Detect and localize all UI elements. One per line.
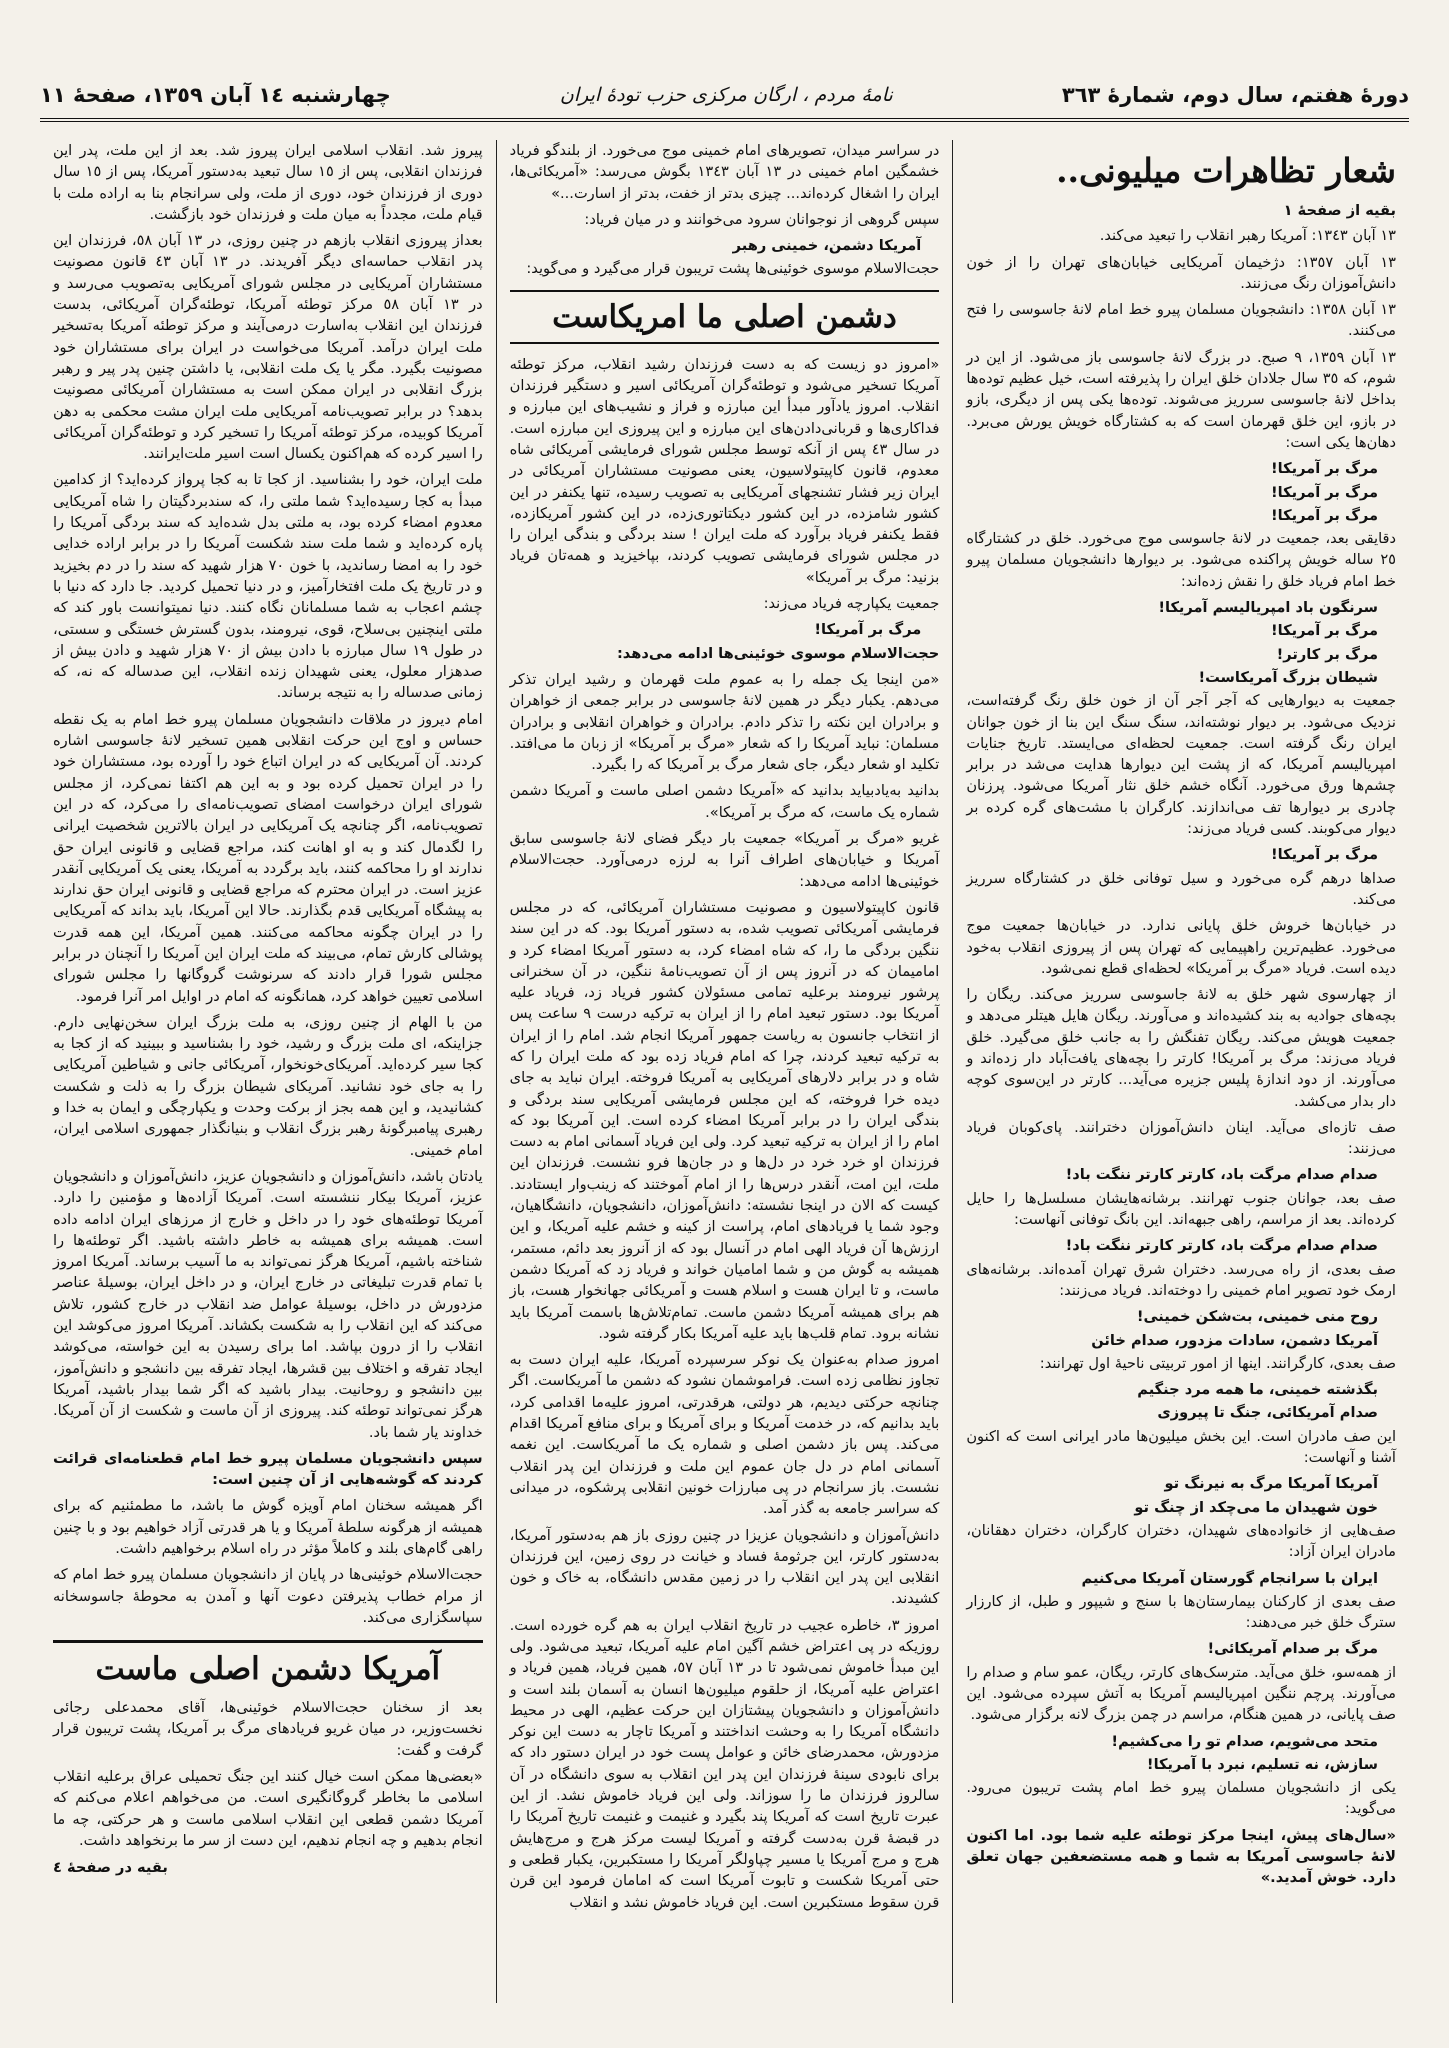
paragraph: حجت‌الاسلام موسوی خوئینی‌ها پشت تریبون قرار می‌گیرد و می‌گوید: [526,260,940,278]
paragraph: دانش‌آموزان و دانشجویان عزیزا در چنین روزی باز هم به‌دستور آمریکا، به‌دستور کارتر، این جرثومهٔ فساد و خیانت در روی زمین، این فرزندان انقلابی این پدر این انقلاب را در زمین مقدس دانشگاه، به خاک و خون کشیدند. [509,1526,940,1608]
paragraph: از همه‌سو، خلق می‌آید. مترسک‌های کارتر، ریگان، عمو سام و صدام را می‌آورند. پرچم ننگین امپریالیسم آمریکا به آتش سپرده می‌شود. این صف پایانی، در همین هنگام، مراسم در چمن بزرگ لانه برگزار می‌شود. [966,1663,1396,1724]
article-columns [40,140,1409,2003]
paragraph: «من اینجا یک جمله را به عموم ملت قهرمان و رشید ایران تذکر می‌دهم. یکبار دیگر در همین لانهٔ جاسوسی در برابر جمعی از خواهران و برادران این نکته را تذکر دادم. برادران و خواهران انقلابی و برادران مسلمان: نباید آمریکا را که شعار «مرگ بر آمریکا» از زبان ما می‌افتد. تکلید او شعار دیگر، جای شعار مرگ بر آمریکا که را بگیرد. [509,670,940,774]
paragraph: از چهارسوی شهر خلق به لانهٔ جاسوسی سرریز می‌کند. ریگان را بچه‌های جوادیه به بند کشیده‌اند و می‌آورند. ریگان هایل هیتلر می‌دهد و جمعیت هویش می‌کند. ریگان تفنگش را به جانب خلق می‌گیرد. خلق فریاد می‌زند: مرگ بر آمریکا! کارتر را بچه‌های یافت‌آباد دار زده‌اند و می‌آورند. از دود اندازهٔ پلیس جزیره می‌آید... کارتر در این‌سوی کوچه دار بدار می‌کشد. [966,986,1396,1110]
slogan: ایران با سرانجام گورستان آمریکا می‌کنیم [1081,1569,1378,1587]
slogan: مرگ بر آمریکا! [1271,506,1378,524]
paragraph: صف بعدی از کارکنان بیمارستان‌ها با سنج و شیپور و طبل، از کارزار سترگ خلق خبر می‌دهند: [966,1592,1396,1632]
paragraph: ١٣ آبان ١٣٤٣: آمریکا رهبر انقلاب را تبعید می‌کند. [1099,227,1396,245]
paragraph: ١٣ آبان ١٣٥٩، ٩ صبح. در بزرگ لانهٔ جاسوسی باز می‌شود. از این در شوم، که ٣٥ سال جلادان خلق ایران را پذیرفته است، خیل عظیم توده‌ها بداخل لانهٔ جاسوسی سرریز می‌شوند. توده‌ها یکی پس از دیگری، بازو در بازو، این خلق قهرمان است که به کشتارگاه خویش یورش می‌برد. دهان‌ها یکی است: [966,348,1397,451]
paragraph: این صف مادران است. این بخش میلیون‌ها مادر ایرانی است که اکنون آشنا و آنهاست: [966,1427,1396,1467]
paragraph: حجت‌الاسلام موسوی خوئینی‌ها ادامه می‌دهد: [616,644,940,662]
slogan: خون شهیدان ما می‌چکد از چنگ تو [1134,1498,1378,1516]
paragraph: ملت ایران، خود را بشناسید. از کجا تا به کجا پرواز کرده‌اید؟ از کدامین مبدأ به کجا رسیده‌اید؟ شما ملتی را، که سندبردگیتان را شاه آمریکایی معدوم امضاء کرده بود، به ملتی بدل شده‌اید که سند بردگی آمریکا را پاره کرده‌اید و شما ملت سند شکست آمریکا را در برابر اراده خدایی خود را به امضا رساندید، با خون ٧٠ هزار شهید که سند را در دم بخیزید و در تاریخ یک ملت افتخارآمیز، و در دنیا تحمیل کردید. جا دارد که دنیا با چشم اعجاب به شما مسلمانان نگاه کنند. دنیا نمیتوانست باور کند که ملتی اینچنین بی‌سلاح، قوی، نیرومند، بدون گسترش خستگی و سستی، در طول ١٩ سال مبارزه با دادن بیش از ٧٠ هزار شهید و دادن بیش از صدهزار معلول، یعنی شهیدان زنده انقلاب، این صدساله که نه، که زمانی صدساله را به نتیجه برساند. [52,471,483,702]
slogan: صدام آمریکائی، جنگ تا پیروزی [1157,1404,1378,1422]
slogan: آمریکا دشمن، سادات مزدور، صدام خائن [1091,1331,1378,1349]
slogan: مرگ بر صدام آمریکائی! [1207,1640,1378,1658]
slogan: آمریکا آمریکا مرگ به نیرنگ تو [1164,1475,1378,1493]
slogan: سرنگون باد امپریالیسم آمریکا! [1158,599,1378,617]
slogan: آمریکا دشمن، خمینی رهبر [732,237,922,255]
paragraph: بعد از سخنان حجت‌الاسلام خوئینی‌ها، آقای محمدعلی رجائی نخست‌وزیر، در میان غریو فریادهای مرگ بر آمریکا، پشت تریبون قرار گرفت و گفت: [52,1699,483,1759]
paragraph: غریو «مرگ بر آمریکا» جمعیت بار دیگر فضای لانهٔ جاسوسی سابق آمریکا و خیابان‌های اطراف آنرا به لرزه درمی‌آورد. حجت‌الاسلام خوئینی‌ها ادامه می‌دهد: [509,830,940,890]
paper-name: نامهٔ مردم ، ارگان مرکزی حزب تودهٔ ایران [559,84,893,106]
slogan: متحد می‌شویم، صدام تو را می‌کشیم! [1111,1732,1378,1750]
paragraph: در خیابان‌ها خروش خلق پایانی ندارد. در خیابان‌ها جمعیت موج می‌خورد. عظیم‌ترین راهپیمایی که تهران پس از پیروزی انقلاب به‌خود دیده است. فریاد «مرگ بر آمریکا» لحظه‌ای قطع نمی‌شود. [966,917,1396,977]
paragraph: قانون کاپیتولاسیون و مصونیت مستشاران آمریکائی، که در مجلس فرمایشی آمریکائی تصویب شده، به دستور آمریکا بود. که در این سند ننگین بردگی ما را، که شاه امضاء کرد، به دستور آمریکا امضاء کرد و امامیمان که در آنروز پس از آن تصویب‌نامهٔ ننگین، در آن سخنرانی پرشور نیرومند برعلیه تمامی مسئولان کشور فریاد زد، فریاد علیه آمریکا بود. دستور تبعید امام را از ایران به ترکیه درست ٩ ساعت پس از انتخاب جانسون به ریاست جمهور آمریکا انجام شد. امام را از ایران به ترکیه تبعید کردند، چرا که امام فریاد زده بود که ملت ایران را که شاه و در برابر دلارهای آمریکایی به آمریکا فروخته. ایران نباید به جای دیده خرا فروخته، که این مجلس فرمایشی آمریکایی سند بردگی و بندگی ایران را در برابر آمریکا امضاء کرده است. این آمریکا بود که امام را از ایران به ترکیه تبعید کرد. ولی این فریاد آسمانی امام به دست فرزندان او خرد خرد در دل‌ها و در جان‌ها فرو نشست. فرزندان این ملت، این امت، آنقدر درس‌ها را از امام آموختند که زینب‌وار ایستادند. کیست که الان در اینجا نشسته: دانش‌آموزان، دانشجویان، دانشگاهیان، وجود شما یا فریادهای امام، پراست از کینه و خشم علیه آمریکا، و این ارزش‌ها آن فریاد الهی امام در آنسال بود که از آنروز بعد دائم، مستمر، همیشه به گوش من و شما امامیان خواند و فریاد زد که آمریکا دشمن ماست، و تا ایران هست و اسلام هست و آمریکائی جهانخوار هست، باز هم برای همیشه آمریکا دشمن ماست. تمام‌تلاش‌ها باسمت آمریکا باید نشانه برود. تمام قلب‌ها باید علیه آمریکا بکار گرفته شود. [509,898,940,1342]
issue-number: دورهٔ هفتم، سال دوم، شمارهٔ ٣٦٣ [1061,83,1409,107]
paragraph: «امروز دو زیست که به دست فرزندان رشید انقلاب، مرکز توطئه آمریکا تسخیر می‌شود و توطئه‌گران آمریکائی اسیر و دستگیر فرزندان انقلاب. امروز یادآور مبدأ این مبارزه و فراز و نشیب‌های این مبارزه و فداکاری‌ها و قربانی‌دادن‌های این مبارزه و این پیروزی این مبارزه است. در سال ٤٣ پس از آنکه توسط مجلس شورای فرمایشی آمریکائی شاه معدوم، قانون کاپیتولاسیون، یعنی مصونیت مستشاران آمریکائی در ایران زیر فشار تشنجهای آمریکایی به تصویب رسیده، تنها یکنفر در این کشور شامزده، در این کشور دیکتاتوری‌زده، در این کشور آمریکازده، فقط یکنفر فریاد برآورد که ملت ایران ! سند بردگی و بندگی ایران را در مجلس شورای فرمایشی تصویب کردند، بپاخیزید و همه‌تان فریاد بزنید: مرگ بر آمریکا» [509,355,940,586]
slogan: مرگ بر آمریکا! [1271,622,1378,640]
paragraph: اگر همیشه سخنان امام آویزه گوش ما باشد، ما مطمئنیم که برای همیشه از هرگونه سلطهٔ آمریکا و یا هر قدرتی آزاد خواهیم بود و با چنین راهی گام‌های بلند و کاملاً مؤثر در راه اسلام برخواهیم داشت. [52,1497,483,1557]
slogan: صدام صدام مرگت باد، کارتر کارتر ننگت باد! [1065,1166,1378,1184]
slogan: بگذشته خمینی، ما همه مرد جنگیم [1137,1381,1378,1399]
paragraph: سپس دانشجویان مسلمان پیرو خط امام قطعنامه‌ای قرائت کردند که گوشه‌هایی از آن چنین است: [52,1449,483,1489]
paragraph: صداها درهم گره می‌خورد و سیل توفانی خلق در کشتارگاه سرریز می‌کند. [966,869,1396,908]
paragraph: امروز ٣، خاطره عجیب در تاریخ انقلاب ایران به هم گره خورده است. روزیکه در پی اعتراض خشم آگین امام علیه آمریکا، تبعید می‌شود. ولی این مبدأ خاموش نمی‌شود تا در ١٣ آبان ٥٧، همین فریاد، همین فریاد و اعتراض علیه آمریکا، از حلقوم میلیون‌ها انسان به آسمان بلند است و دانش‌آموزان و دانشجویان پیشتازان این حرکت عظیم، الهی در محیط دانشگاه آمریکا را به وحشت انداختند و آمریکا تاچار به دست این نوکر مزدورش، محمدرضای خائن و عوامل پست خود در ایران دستور داد که برای نابودی سینهٔ فرزندان این پدر این انقلاب به سوی دانشگاه در آن سالروز فرزندان ما را سوزاند. ولی این فریاد خاموش نشد. از این عبرت تاریخ است که آمریکا پند بگیرد و غنیمت و غنیمت تاریخ آمریکا را در قبضهٔ قرن به‌دست گرفته و آمریکا لیست مرکز هرج و مرج‌هایش هرج و مرج آمریکا یا مسیر چپاولگر آمریکا را مستکبرین، یکبار قطعی و حتی آمریکا شکست و تابوت آمریکا است که امامان فرمود این قرن قرن سقوط مستکبرین است. این فریاد خاموش نشد و انقلاب [509,1616,940,1911]
headline-slogans: شعار تظاهرات میلیونی.. [1056,151,1396,190]
paragraph: امام دیروز در ملاقات دانشجویان مسلمان پیرو خط امام به یک نقطه حساس و اوج این حرکت انقلابی همین تسخیر لانهٔ جاسوسی اشاره کردند. آن آمریکایی که در ایران اتباع خود را آورده بود، مستشاران خود را در ایران تحمیل کرده بود و به این هم اکتفا نمی‌کرد، از مجلس شورای ایران درخواست امضای تصویب‌نامه‌ای را می‌کرد، که در این تصویب‌نامه، اگر چنانچه یک آمریکایی در ایران بالاترین شخصیت ایرانی را لگدمال کند و به او اهانت کند، مراجع قضایی و قانونی ایران حق ندارند او را محاکمه کنند، باید برگردد به آمریکا، یعنی یک آمریکایی آنقدر عزیز است. در ایران محترم که مراجع قضایی و قانونی ایران حق ندارند به پیشگاه آمریکایی قدم بگذارند. حالا این آمریکا، باید بداند که آمریکایی را در ایران چگونه محاکمه می‌کنند. همین آمریکا، این همه قدرت پوشالی کارش تمام، می‌بیند که ملت ایران این آمریکا را آنچنان در برابر مجلس شورا قرار دادند که سرنوشت گروگانها را مجلس شورای اسلامی تعیین خواهد کرد، همانگونه که امام در اوایل امر آنرا فرمود. [52,710,483,1005]
slogan: مرگ بر آمریکا! [814,621,922,639]
paragraph: بعداز پیروزی انقلاب بازهم در چنین روزی، در ١٣ آبان ٥٨، فرزندان این پدر انقلاب حماسه‌ای دیگر آفریدند. در ١٣ آبان ٤٣ قانون مصونیت مستشاران آمریکایی در مجلس شورای آمریکایی به‌تصویب می‌رسد و در ١٣ آبان ٥٨ مرکز توطئه آمریکا، توطئه‌گران آمریکائی، بدست فرزندان این انقلاب به‌اسارت درمی‌آیند و مرکز توطئه آمریکا به‌تسخیر ملت ایران درآمد. آمریکا می‌خواست در ایران برای مستشاران خود مصونیت بگیرد. مگر یا یک ملت انقلابی، یا داشتن چنین پدر پیر و رهبر بزرگ انقلابی در ایران ممکن است به مستشاران آمریکائی مصونیت بدهد؟ در برابر تصویب‌نامه آمریکایی ملت ایران مشت محکمی به دهن آمریکا کوبیده، مرکز توطئه آمریکا را تسخیر کرد و توطئه‌گران آمریکائی را اسیر کرده که هم‌اکنون یکسال است اسیر ملت‌ایرانند. [52,232,483,463]
paragraph: «بعضی‌ها ممکن است خیال کنند این جنگ تحمیلی عراق برعلیه انقلاب اسلامی ما بخاطر گروگانگیری است. من می‌خواهم اعلام می‌کنم که آمریکا دشمن قطعی این انقلاب اسلامی ماست و هر حرکتی، چه ما انجام بدهیم و چه انجام ندهیم، این دست از سر ما برنخواهد داشت. [52,1768,483,1849]
paragraph: حجت‌الاسلام خوئینی‌ها در پایان از دانشجویان مسلمان پیرو خط امام که از مرام خطاب پذیرفتن دعوت آنها و آمدن به محوطهٔ جاسوسخانه سپاسگزاری می‌کند. [52,1566,483,1626]
slogan: شیطان بزرگ آمریکاست! [1198,668,1378,686]
slogan: مرگ بر کارتر! [1276,645,1378,663]
date-and-page: چهارشنبه ١٤ آبان ١٣٥٩، صفحهٔ ١١ [40,83,391,107]
slogan: مرگ بر آمریکا! [1271,846,1378,864]
slogan: مرگ بر آمریکا! [1271,460,1378,478]
column-middle [496,140,953,2003]
slogan: مرگ بر آمریکا! [1271,483,1378,501]
continued-reference: بقیه در صفحهٔ ٤ [52,1859,168,1877]
paragraph: سپس گروهی از نوجوانان سرود می‌خوانند و در میان فریاد: [584,210,940,228]
paragraph: جمعیت به دیوارهایی که آجر آجر آن از خون خلق رنگ گرفته‌است، نزدیک می‌شود. بر دیوار نوشته‌اند، سنگ سنگ این بنا از خون جوانان ایران رنگ گرفته است. جمعیت لحظه‌ای می‌ایستد. تاریخ جنایات امپریالیسم آمریکا، که از پشت این دیوارها هدایت می‌شد در برابر چشم‌ها ورق می‌خورد. آنگاه خشم خلق نثار آمریکا می‌شود. پرزنان چادری بر دیوارها تف می‌اندازند. کارگران با مشت‌های گره کرده بر دیوار می‌کوبند. کسی فریاد می‌زند: [966,692,1396,838]
paragraph: بدانید به‌یادبیاید بدانید که «آمریکا دشمن اصلی ماست و آمریکا دشمن شماره یک ماست، که مرگ بر آمریکا». [509,782,940,821]
paragraph: ١٣ آبان ١٣٥٨: دانشجویان مسلمان پیرو خط امام لانهٔ جاسوسی را فتح می‌کنند. [966,301,1396,340]
paragraph: یکی از دانشجویان مسلمان پیرو خط امام پشت تریبون می‌رود. می‌گوید: [966,1779,1396,1818]
paragraph: جمعیت یکپارچه فریاد می‌زند: [763,595,940,613]
paragraph: صف بعدی، از راه می‌رسد. دختران شرق تهران آمده‌اند. برشانه‌های ارمک خود تصویر امام خمینی را دوخته‌اند. فریاد می‌زنند: [966,1260,1396,1299]
headline-main-enemy: دشمن اصلی ما امریکاست [510,290,940,344]
masthead [40,72,1409,122]
slogan: سازش، نه تسلیم، نبرد با آمریکا! [1146,1755,1378,1773]
headline-america-main-enemy: آمریکا دشمن اصلی ماست [53,1640,483,1689]
paragraph: صف تازه‌ای می‌آید. اینان دانش‌آموزان دخترانند. پای‌کوبان فریاد می‌زنند: [966,1118,1396,1158]
paragraph: پیروز شد. انقلاب اسلامی ایران پیروز شد. بعد از این ملت، پدر این فرزندان انقلابی، پس از ١٥ سال تبعید به‌دستور آمریکا، پس از ١٥ سال دوری از فرزندان خود، دوری از ملت، ولی سرانجام بنا به اراده ملت با قیام ملت، مجدداً به میان ملت و فرزندان خود بازگشت. [52,142,483,223]
continued-from: بقیه از صفحهٔ ١ [1283,202,1396,219]
column-left [40,140,496,2003]
paragraph: دقایقی بعد، جمعیت در لانهٔ جاسوسی موج می‌خورد. خلق در کشتارگاه ٢٥ ساله خویش پراکنده می‌شود. بر دیوارها دانشجویان مسلمان پیرو خط امام فریاد خلق را نقش زده‌اند: [966,530,1396,590]
paragraph: صف بعد، جوانان جنوب تهرانند. برشانه‌هایشان مسلسل‌ها را حایل کرده‌اند. بعد از مراسم، راهی جبهه‌اند. این بانگ توفانی آنهاست: [966,1189,1396,1229]
column-right [952,140,1409,2003]
paragraph: ١٣ آبان ١٣٥٧: دژخیمان آمریکایی خیابان‌های تهران را از خون دانش‌آموزان رنگ می‌زنند. [966,253,1397,292]
paragraph: صف بعدی، کارگرانند. اینها از امور تربیتی ناحیهٔ اول تهرانند: [1039,1354,1396,1372]
paragraph: در سراسر میدان، تصویرهای امام خمینی موج می‌خورد. از بلندگو فریاد خشمگین امام خمینی در ١٣ آبان ١٣٤٣ بگوش می‌رسد: «آمریکائی‌ها، ایران را اشغال کرده‌اند... چیزی بدتر از خفت، بدتر از اسارت...» [509,142,940,202]
slogan: روح منی خمینی، بت‌شکن خمینی! [1136,1308,1378,1326]
paragraph: یادتان باشد، دانش‌آموزان و دانشجویان عزیز، دانش‌آموزان و دانشجویان عزیز، آمریکا بیکار ننشسته است. آمریکا آزاده‌ها و مؤمنین را دارد. آمریکا توطئه‌های خود را در داخل و خارج از مرزهای ایران ادامه داده است. همیشه برای همیشه به خاطر داشته باشید. اگر توطئه‌ها را شناخته باشیم، آمریکا هرگز نمی‌تواند به ما آسیب برساند. آمریکا امروز با تمام قدرت تبلیغاتی در خارج ایران، و در داخل ایران، بوسیلهٔ عناصر مزدورش در داخل، بوسیلهٔ عوامل ضد انقلاب در خارج کشور، تلاش می‌کند که این انقلاب را به شکست بکشاند. آمریکا امروز می‌کوشد این انقلاب را از درون بپاشد. اما برای رسیدن به این خواسته، می‌کوشد ایجاد تفرقه و اختلاف بین قشرها، ایجاد تفرقه بین دانشجو و دانش‌آموز، بین دانشجو و روحانیت. بیدار باشید که اگر شما بیدار باشید، آمریکا هرگز نمی‌تواند توطئه کند. پیروزی از آن ماست و شکست از آن آمریکا. خداوند یار شما باد. [52,1167,483,1441]
paragraph: صف‌هایی از خانواده‌های شهیدان، دختران کارگران، دختران دهقانان، مادران ایران آزاد: [966,1521,1396,1561]
paragraph: امروز صدام به‌عنوان یک نوکر سرسپرده آمریکا، علیه ایران دست به تجاوز نظامی زده است. فراموشمان نشود که دشمن ما آمریکاست. اگر چنانچه حرکتی دیدیم، هر دولتی، هرقدرتی، امروز علیه‌ما اقدامی کرد، باید بدانیم که، در خدمت آمریکا و برای آمریکا و برای منافع آمریکا اقدام می‌کند. پس باز دشمن اصلی و شماره یک ما آمریکاست. این نغمه آسمانی امام در دل جان عموم این ملت و فرزندان این پدر انقلاب نشست. باز سرانجام در پی مبارزات خونین انقلابی پرشکوه، در میدانی که سراسر جامعه به گذر آمد. [509,1351,940,1518]
slogan: صدام صدام مرگت باد، کارتر کارتر ننگت باد! [1065,1237,1378,1255]
paragraph: «سال‌های پیش، اینجا مرکز توطئه علیه شما بود. اما اکنون لانهٔ جاسوسی آمریکا به شما و همه مستضعفین جهان تعلق دارد. خوش آمدید.» [966,1826,1396,1887]
paragraph: من با الهام از چنین روزی، به ملت بزرگ ایران سخن‌نهایی دارم. جزاینکه، ای ملت بزرگ و رشید، خود را بشناسید و ببینید که از کجا به کجا سیر کرده‌اید. آمریکای‌خونخوار، آمریکائی جانی و شیاطین آمریکایی را به جای خود نشانید. آمریکای شیطان بزرگ را به ذلت و شکست کشانیدید، و این همه بجز از برکت وحدت و یکپارچگی و ایمان به خدا و رهبری پیامبرگونهٔ رهبر بزرگ انقلاب و بنیانگذار جمهوری اسلامی ایران، امام خمینی. [52,1013,483,1159]
